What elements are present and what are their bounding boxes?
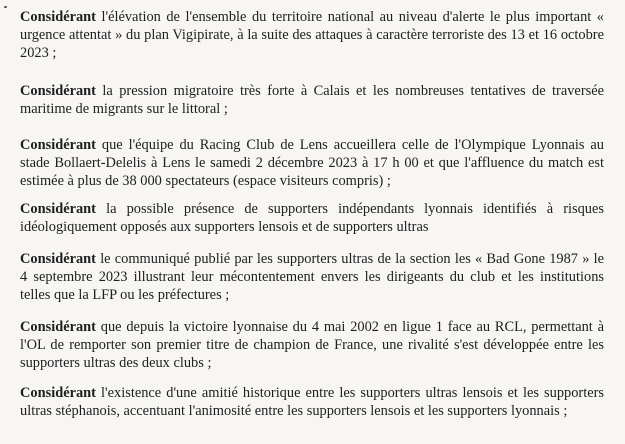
paragraph-text: la possible présence de supporters indépendants lyonnais identifiés à risques idéologiquement opposés aux supporters lensois et de supporters ultras — [20, 201, 604, 235]
paragraph-text: l'existence d'une amitié historique entre les supporters ultras lensois et les supporters ultras stéphanois, accentuant l'animosité entre les supporters lensois et les supporters lyonnais ; — [20, 385, 604, 419]
paragraph-bad-gone-communique — [20, 250, 604, 304]
paragraph-text: l'élévation de l'ensemble du territoire national au niveau d'alerte le plus important « urgence attentat » du plan Vigipirate, à la suite des attaques à caractère terroriste des 13 et 16 octobre 2023 ; — [20, 9, 604, 61]
paragraph-keyword: Considérant — [20, 83, 96, 99]
paragraph-keyword: Considérant — [20, 319, 96, 335]
paragraph-text: la pression migratoire très forte à Calais et les nombreuses tentatives de traversée maritime de migrants sur le littoral ; — [20, 83, 604, 117]
paragraph-rivalry — [20, 318, 604, 372]
paragraph-independent-supporters — [20, 200, 604, 236]
paragraph-vigipirate — [20, 8, 604, 62]
paragraph-keyword: Considérant — [20, 385, 96, 401]
paragraph-keyword: Considérant — [20, 137, 96, 153]
paragraph-keyword: Considérant — [20, 9, 96, 25]
paragraph-text: le communiqué publié par les supporters ultras de la section les « Bad Gone 1987 » le 4 septembre 2023 illustrant leur mécontentement envers les dirigeants du club et les institutions telles que la LFP ou les préfectures ; — [20, 251, 604, 303]
paragraph-text: que l'équipe du Racing Club de Lens accueillera celle de l'Olympique Lyonnais au stade Bollaert-Delelis à Lens le samedi 2 décembre 2023 à 17 h 00 et que l'affluence du match est estimée à plus de 38 000 spectateurs (espace visiteurs compris) ; — [20, 137, 604, 189]
paragraph-friendship — [20, 384, 604, 420]
paragraph-match — [20, 136, 604, 190]
paragraph-migration — [20, 82, 604, 118]
scan-mark — [4, 6, 7, 8]
paragraph-keyword: Considérant — [20, 251, 96, 267]
paragraph-text: que depuis la victoire lyonnaise du 4 mai 2002 en ligue 1 face au RCL, permettant à l'OL de remporter son premier titre de champion de France, une rivalité s'est développée entre les supporters ultras des deux clubs ; — [20, 319, 604, 371]
paragraph-keyword: Considérant — [20, 201, 96, 217]
